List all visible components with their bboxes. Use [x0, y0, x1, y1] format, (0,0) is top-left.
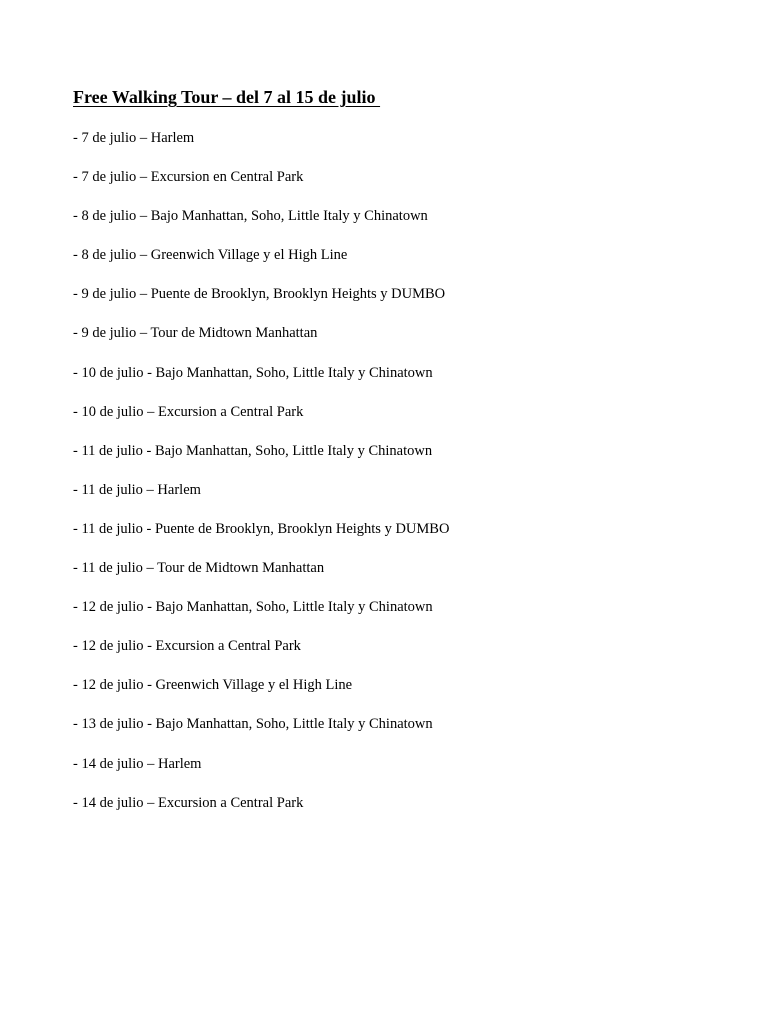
list-item: - 10 de julio – Excursion a Central Park [73, 403, 304, 420]
list-item: - 11 de julio - Puente de Brooklyn, Brooklyn Heights y DUMBO [73, 520, 450, 537]
list-item: - 9 de julio – Tour de Midtown Manhattan [73, 325, 318, 342]
list-item: - 10 de julio - Bajo Manhattan, Soho, Little Italy y Chinatown [73, 364, 433, 381]
list-item: - 9 de julio – Puente de Brooklyn, Brooklyn Heights y DUMBO [73, 286, 446, 303]
list-item: - 8 de julio – Greenwich Village y el High Line [73, 247, 348, 264]
list-item: - 11 de julio - Bajo Manhattan, Soho, Little Italy y Chinatown [73, 442, 433, 459]
document-title: Free Walking Tour – del 7 al 15 de julio [73, 87, 381, 107]
tour-schedule-list [73, 128, 449, 832]
list-item: - 12 de julio - Greenwich Village y el High Line [73, 677, 353, 694]
list-item: - 13 de julio - Bajo Manhattan, Soho, Little Italy y Chinatown [73, 716, 433, 733]
list-item: - 12 de julio - Excursion a Central Park [73, 638, 301, 655]
list-item: - 14 de julio – Harlem [73, 755, 202, 772]
list-item: - 12 de julio - Bajo Manhattan, Soho, Little Italy y Chinatown [73, 599, 433, 616]
list-item: - 11 de julio – Harlem [73, 481, 201, 498]
list-item: - 8 de julio – Bajo Manhattan, Soho, Little Italy y Chinatown [73, 208, 428, 225]
list-item: - 7 de julio – Harlem [73, 130, 195, 146]
list-item: - 11 de julio – Tour de Midtown Manhattan [73, 560, 325, 577]
list-item: - 7 de julio – Excursion en Central Park [73, 169, 304, 186]
list-item: - 14 de julio – Excursion a Central Park [73, 794, 304, 811]
